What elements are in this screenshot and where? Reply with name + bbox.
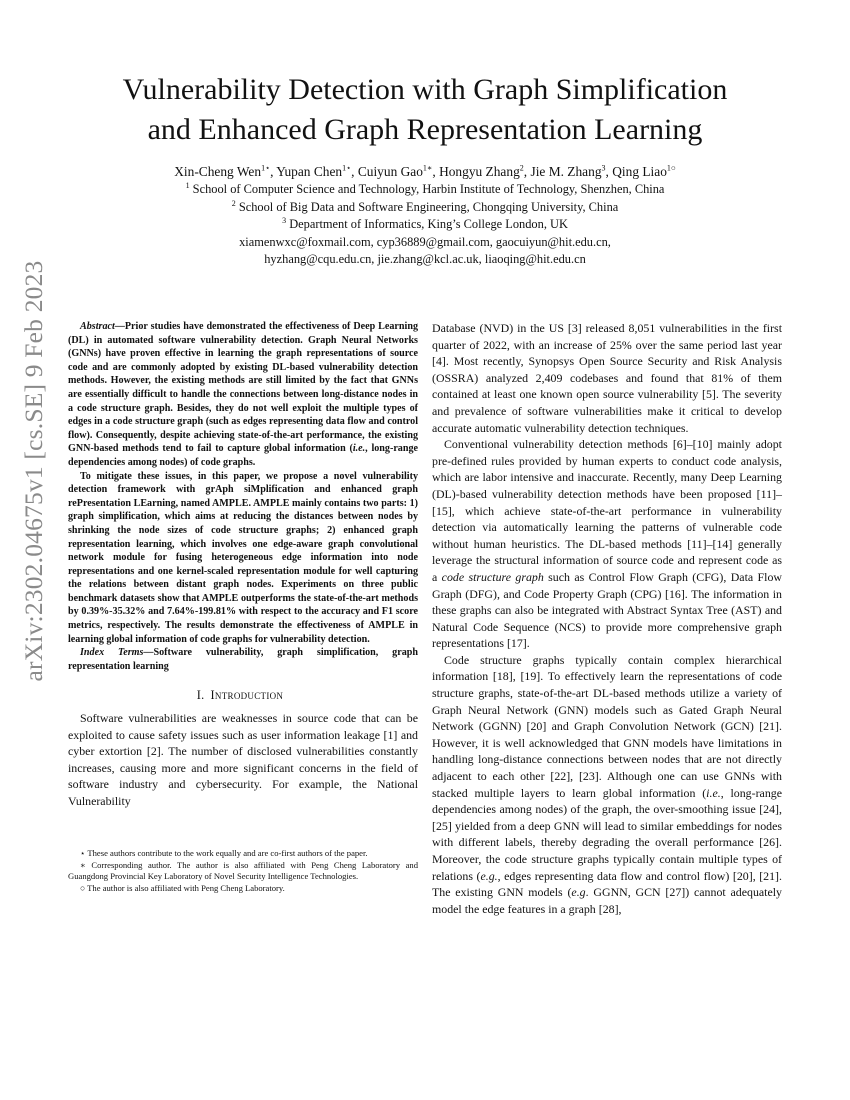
abstract-text-tail: , long-range dependencies among nodes) of code graphs. xyxy=(68,443,418,468)
author-mark: 1⋆ xyxy=(342,163,352,173)
abstract-paragraph xyxy=(68,320,418,470)
author-name: Xin-Cheng Wen xyxy=(174,164,262,179)
affiliation-mark: 2 xyxy=(231,198,236,208)
intro-paragraph: Software vulnerabilities are weaknesses in source code that can be exploited to cause safety issues such as user information leakage [1] and cyber extortion [2]. The number of disclosed vulnerabilities constantly increases, causing more and more significant concerns in the field of software industry and cybersecurity. For example, the National Vulnerability xyxy=(68,711,418,808)
body-emphasis: e.g xyxy=(571,885,586,900)
body-emphasis: i.e. xyxy=(706,785,721,800)
author-name: Hongyu Zhang xyxy=(439,164,520,179)
email-line: hyzhang@cqu.edu.cn, jie.zhang@kcl.ac.uk, liaoqing@hit.edu.cn xyxy=(264,252,586,266)
author-mark: 1⋆ xyxy=(261,163,271,173)
author-name: Cuiyun Gao xyxy=(357,164,423,179)
body-text: Code structure graphs typically contain complex hierarchical information [18], [19]. To effectively learn the representations of code structure graphs, state-of-the-art DL-based methods utilize a variety of Graph Neural Network (GNN) models such as Gated Graph Neural Network (GGNN) [20] and Graph Convolution Network (GCN) [21]. However, it is well acknowledged that GNN models have limitations in handling long-distance connections between nodes that are not directly adjacent to each other [22], [23]. Although one can use GNNs with stacked multiple layers to learn global information ( xyxy=(432,652,782,800)
abstract-ie: i.e. xyxy=(352,443,366,455)
author-mark: 1○ xyxy=(666,163,676,173)
affiliation xyxy=(70,216,780,234)
abstract-text: —Prior studies have demonstrated the effectiveness of Deep Learning (DL) in automated software vulnerability detection. Graph Neural Networks (GNNs) have proven effective in learning the graph representations of source code and are commonly adopted by existing DL-based vulnerability detection methods. However, the existing methods are still limited by the fact that GNNs are essentially difficult to handle the connections between long-distance nodes in a code structure graph. Besides, they do not well exploit the multiple types of edges in a code structure graph (such as edges representing data flow and control flow). Consequently, despite achieving state-of-the-art performance, the existing GNN-based methods tend to fail to capture global information ( xyxy=(68,321,418,455)
author-name: Qing Liao xyxy=(612,164,667,179)
footnote: ⋆ These authors contribute to the work equally and are co-first authors of the paper. xyxy=(80,847,368,858)
affiliation xyxy=(70,181,780,199)
right-column xyxy=(432,320,782,917)
body-emphasis: e.g. xyxy=(480,868,498,883)
affiliation-mark: 3 xyxy=(282,215,287,225)
body-text: such as Control Flow Graph (CFG), Data Flow Graph (DFG), and Code Property Graph (CPG) [16]. The information in these graphs can also be integrated with Abstract Syntax Tree (AST) and Natural Code Sequence (NCS) to provide more comprehensive graph representations [17]. xyxy=(432,569,782,651)
body-emphasis: code structure graph xyxy=(441,569,544,584)
author-name: Jie M. Zhang xyxy=(530,164,602,179)
abstract-label: Abstract xyxy=(80,321,115,332)
body-paragraph xyxy=(432,652,782,918)
title-line-2: and Enhanced Graph Representation Learning xyxy=(147,113,703,146)
left-column xyxy=(68,320,418,895)
affiliation-text: Department of Informatics, King’s College London, UK xyxy=(289,217,568,231)
affiliation-mark: 1 xyxy=(185,180,190,190)
arxiv-stamp xyxy=(8,260,60,682)
body-paragraph: Database (NVD) in the US [3] released 8,051 vulnerabilities in the first quarter of 2022, with an increase of 25% over the same period last year [4]. Most recently, Synopsys Open Source Security and Risk Analysis (OSSRA) analyzed 2,409 codebases and found that 81% of them contained at least one known open source vulnerability [5]. The severity and prevalence of software vulnerabilities make it critical to develop accurate automatic vulnerability detection techniques. xyxy=(432,321,782,435)
section-heading xyxy=(68,687,418,704)
abstract-paragraph-2: To mitigate these issues, in this paper, we propose a novel vulnerability detection framework with grAph siMplification and enhanced graph rePresentation LEarning, named AMPLE. AMPLE mainly contains two parts: 1) graph simplification, which aims at reducing the distances between nodes by shrinking the node sizes of code structure graphs; 2) enhanced graph representation learning, which involves one edge-aware graph convolutional network module for fusing heterogeneous edge information into node representations and one kernel-scaled representation module for well capturing the relations between distant graph nodes. Experiments on three public benchmark datasets show that AMPLE outperforms the state-of-the-art methods by 0.39%-35.32% and 7.64%-199.81% with respect to the accuracy and F1 score metrics, respectively. The results demonstrate the effectiveness of AMPLE in learning global information of code graphs for vulnerability detection. xyxy=(68,470,418,645)
body-text: . GGNN, GCN [27]) cannot adequately model the edge features in a graph [28], xyxy=(432,885,782,916)
body-text: , long-range dependencies among nodes) of the graph, the over-smoothing issue [24], [25] yielded from a deep GNN will lead to similar embeddings for nodes with different labels, thereby degrading the overall performance [26]. Moreover, the code structure graphs typically contain multiple types of relations ( xyxy=(432,785,782,883)
arxiv-identifier: arXiv:2302.04675v1 [cs.SE] 9 Feb 2023 xyxy=(19,260,48,682)
affiliation xyxy=(70,199,780,217)
paper-title xyxy=(70,70,780,150)
affiliation-text: School of Computer Science and Technology, Harbin Institute of Technology, Shenzhen, China xyxy=(192,182,665,196)
author-mark: 2 xyxy=(519,163,524,173)
paper-header xyxy=(70,70,780,269)
affiliation-text: School of Big Data and Software Engineering, Chongqing University, China xyxy=(238,199,619,214)
title-line-1: Vulnerability Detection with Graph Simplification xyxy=(122,73,728,106)
author-mark: 1∗ xyxy=(422,163,433,173)
footnote: ∗ Corresponding author. The author is also affiliated with Peng Cheng Laboratory and Guangdong Provincial Key Laboratory of Novel Security Intelligence Technologies. xyxy=(68,859,418,881)
index-terms-text: —Software vulnerability, graph simplification, graph representation learning xyxy=(68,647,418,672)
footnotes xyxy=(68,848,418,895)
author-mark: 3 xyxy=(601,163,606,173)
footnote: ○ The author is also affiliated with Peng Cheng Laboratory. xyxy=(80,883,285,894)
section-number: I. xyxy=(196,688,205,703)
index-terms-label: Index Terms xyxy=(80,647,144,659)
body-text: Conventional vulnerability detection methods [6]–[10] mainly adopt pre-defined rules provided by human experts to conduct code analysis, which are labor intensive and inaccurate. Recently, many Deep Learning (DL)-based vulnerability detection methods have been proposed [11]–[15], which achieve state-of-the-art performance in vulnerability detection via automatically learning the patterns of vulnerable code without human heuristics. The DL-based methods [11]–[14] generally leverage the structural information of source code and represent code as a xyxy=(432,437,782,584)
author-name: Yupan Chen xyxy=(276,164,343,179)
section-title: Introduction xyxy=(210,688,284,703)
index-terms xyxy=(68,646,418,673)
body-text: , edges representing data flow and control flow) [20], [21]. The existing GNN models ( xyxy=(432,868,782,900)
author-list: Xin-Cheng Wen$^{1⋆}$, Yupan Chen$^{1⋆}$, Cuiyun Gao$^{1∗}$, Hongyu Zhang$^2$, Jie M. Zhang$^3$, Qing Liao$^{1○}$ xyxy=(174,163,676,179)
body-paragraph xyxy=(432,436,782,652)
email-line: xiamenwxc@foxmail.com, cyp36889@gmail.com, gaocuiyun@hit.edu.cn, xyxy=(239,234,611,249)
